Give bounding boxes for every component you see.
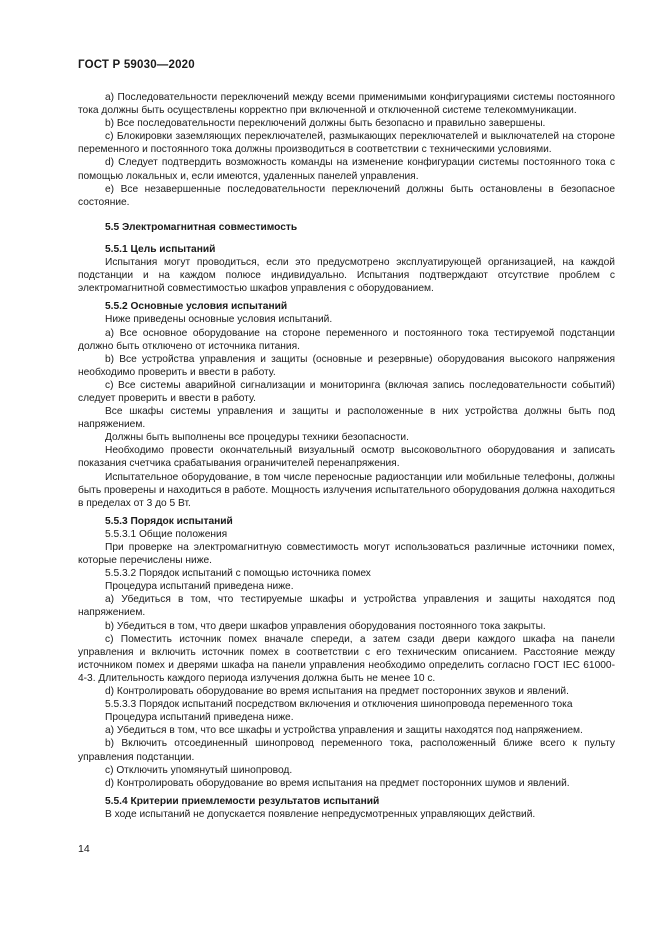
paragraph: b) Убедиться в том, что двери шкафов управления оборудования постоянного тока закрыты. (105, 620, 546, 632)
paragraph: b) Все последовательности переключений должны быть безопасно и правильно завершены. (105, 118, 546, 130)
page-number: 14 (78, 843, 90, 855)
paragraph: c) Поместить источник помех вначале спереди, а затем сзади двери каждого шкафа на панели управления и включить источник помех в соответствии с его техническим описанием. Расстояние между источником помех и дверями шкафа на панели управления необходимо определить согласно ГОСТ IEC 61000-4-3. Длительность каждого периода излучения должна быть не менее 10 с. (78, 633, 615, 684)
paragraph: Процедура испытаний приведена ниже. (105, 712, 294, 724)
paragraph: 5.5.3.2 Порядок испытаний с помощью источника помех (105, 568, 371, 580)
paragraph: Все шкафы системы управления и защиты и расположенные в них устройства должны быть под напряжением. (78, 406, 615, 431)
section-heading: 5.5.3 Порядок испытаний (105, 515, 233, 527)
section-heading: 5.5.4 Критерии приемлемости результатов испытаний (105, 795, 380, 807)
paragraph: Испытания могут проводиться, если это предусмотрено эксплуатирующей организацией, на каждой подстанции и на каждом полюсе индивидуально. Испытания подтверждают отсутствие проблем с электромагнитной совместимостью шкафов управления с оборудованием. (78, 257, 615, 295)
paragraph: b) Все устройства управления и защиты (основные и резервные) оборудования высокого напряжения необходимо проверить и ввести в работу. (78, 353, 615, 378)
document-body (78, 91, 615, 821)
paragraph: a) Все основное оборудование на стороне переменного и постоянного тока тестируемой подстанции должно быть отключено от источника питания. (78, 327, 615, 352)
paragraph: Процедура испытаний приведена ниже. (105, 581, 294, 593)
paragraph: a) Убедиться в том, что тестируемые шкафы и устройства управления и защиты находятся под напряжением. (78, 594, 615, 619)
paragraph: 5.5.3.3 Порядок испытаний посредством включения и отключения шинопровода переменного тока (105, 699, 573, 711)
paragraph: d) Контролировать оборудование во время испытания на предмет посторонних звуков и явлений. (105, 686, 569, 698)
paragraph: При проверке на электромагнитную совместимость могут использоваться различные источники помех, которые перечислены ниже. (78, 542, 615, 567)
paragraph: b) Включить отсоединенный шинопровод переменного тока, расположенный ближе всего к пульту управления подстанции. (78, 738, 615, 763)
section-heading: 5.5.2 Основные условия испытаний (105, 301, 288, 313)
paragraph: d) Следует подтвердить возможность команды на изменение конфигурации системы постоянного тока с помощью локальных и, если имеются, удаленных панелей управления. (78, 157, 615, 182)
section-heading: 5.5 Электромагнитная совместимость (105, 221, 298, 233)
section-heading: 5.5.1 Цель испытаний (105, 243, 216, 255)
paragraph: a) Последовательности переключений между всеми применимыми конфигурациями системы постоянного тока должны быть осуществлены корректно при включенной и отключенной системе телекоммуникации. (78, 92, 615, 117)
paragraph: Необходимо провести окончательный визуальный осмотр высоковольтного оборудования и записать показания счетчика срабатывания ограничителей перенапряжения. (78, 445, 615, 470)
paragraph: 5.5.3.1 Общие положения (105, 528, 228, 540)
paragraph: c) Отключить упомянутый шинопровод. (105, 764, 293, 776)
paragraph: a) Убедиться в том, что все шкафы и устройства управления и защиты находятся под напряжением. (105, 725, 583, 737)
paragraph: e) Все незавершенные последовательности переключений должны быть остановлены в безопасное состояние. (78, 183, 615, 208)
paragraph: c) Блокировки заземляющих переключателей, размыкающих переключателей и выключателей на стороне переменного и постоянного тока должны производиться в соответствии с техническими условиями. (78, 131, 615, 156)
paragraph: В ходе испытаний не допускается появление непредусмотренных управляющих действий. (105, 808, 536, 820)
paragraph: Испытательное оборудование, в том числе переносные радиостанции или мобильные телефоны, должны быть проверены и находиться в работе. Мощность излучения испытательного оборудования должна находиться в пределах от 3 до 5 Вт. (78, 471, 615, 509)
paragraph: d) Контролировать оборудование во время испытания на предмет посторонних шумов и явлений. (105, 777, 570, 789)
paragraph: c) Все системы аварийной сигнализации и мониторинга (включая запись последовательности событий) следует проверить и ввести в работу. (78, 379, 615, 404)
document-header: ГОСТ Р 59030—2020 (78, 59, 195, 71)
paragraph: Ниже приведены основные условия испытаний. (105, 314, 333, 326)
paragraph: Должны быть выполнены все процедуры техники безопасности. (105, 432, 409, 444)
